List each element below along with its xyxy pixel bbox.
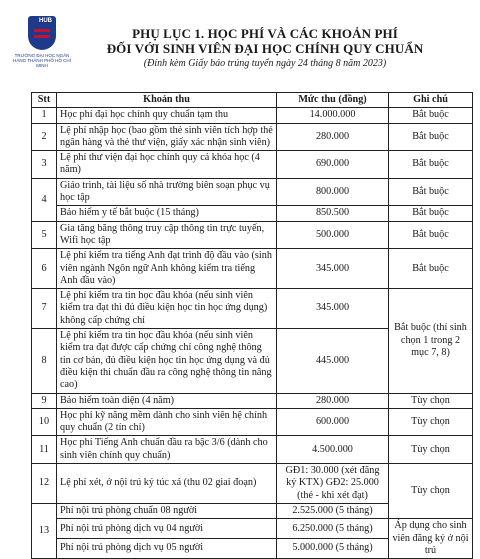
table-row — [32, 249, 473, 289]
table-row — [32, 221, 473, 249]
row-stt: 11 — [32, 436, 57, 464]
document-header — [100, 26, 430, 71]
row-amount: 500.000 — [277, 221, 389, 249]
row-note: Tùy chọn — [389, 393, 473, 408]
row-amount: 5.000.000 (5 tháng) — [277, 539, 389, 559]
row-note: Tùy chọn — [389, 408, 473, 436]
row-amount: 800.000 — [277, 178, 389, 206]
row-note: Tùy chọn — [389, 436, 473, 464]
table-row — [32, 206, 473, 221]
row-note: Bắt buộc — [389, 123, 473, 151]
row-item: Lệ phí xét, ở nội trú ký túc xá (thu 02 giai đoạn) — [57, 464, 277, 504]
table-row — [32, 393, 473, 408]
header-stt: Stt — [32, 93, 57, 108]
row-item: Học phí Tiếng Anh chuẩn đầu ra bậc 3/6 (dành cho sinh viên chính quy chuẩn) — [57, 436, 277, 464]
row-amount: 14.000.000 — [277, 108, 389, 123]
table-row — [32, 151, 473, 179]
row-stt: 2 — [32, 123, 57, 151]
row-stt: 10 — [32, 408, 57, 436]
row-amount: 345.000 — [277, 289, 389, 329]
row-amount: 445.000 — [277, 329, 389, 393]
row-stt: 12 — [32, 464, 57, 504]
table-row — [32, 108, 473, 123]
row-note: Bắt buộc — [389, 178, 473, 206]
document-subtitle: ĐỐI VỚI SINH VIÊN ĐẠI HỌC CHÍNH QUY CHUẨN — [106, 41, 424, 56]
logo-letters: HUB — [39, 18, 52, 24]
row-note: Bắt buộc — [389, 151, 473, 179]
document-title: PHỤ LỤC 1. HỌC PHÍ VÀ CÁC KHOẢN PHÍ — [132, 26, 398, 41]
row-amount: 345.000 — [277, 249, 389, 289]
row-item: Lệ phí kiểm tra tin học đầu khóa (nếu sinh viên kiểm tra đạt được cấp chứng chỉ công nghệ thông tin cơ bản, đủ điều kiện học tin học ứng dụng và đủ điều kiện thi chuẩn đầu ra công nghệ thông tin nâng cao) — [57, 329, 277, 393]
row-amount: GĐ1: 30.000 (xét đăng ký KTX) GĐ2: 25.000 (thẻ - khi xét đạt) — [277, 464, 389, 504]
row-amount: 6.250.000 (5 tháng) — [277, 519, 389, 539]
row-item: Học phí đại học chính quy chuẩn tạm thu — [57, 108, 277, 123]
row-amount: 280.000 — [277, 393, 389, 408]
table-row — [32, 178, 473, 206]
row-note: Bắt buộc — [389, 108, 473, 123]
row-item: Lệ phí kiểm tra tin học đầu khóa (nếu sinh viên kiểm tra đạt thì đủ điều kiện học tin học ứng dụng) không cấp chứng chỉ — [57, 289, 277, 329]
row-amount: 2.525.000 (5 tháng) — [277, 503, 389, 518]
logo-caption: TRƯỜNG ĐẠI HỌC NGÂN HÀNG THÀNH PHỐ HỒ CHÍ MINH — [13, 53, 71, 69]
row-stt: 13 — [32, 503, 57, 558]
row-item: Bảo hiểm y tế bắt buộc (15 tháng) — [57, 206, 277, 221]
row-stt: 1 — [32, 108, 57, 123]
row-note: Bắt buộc (thí sinh chọn 1 trong 2 mục 7, 8) — [389, 289, 473, 393]
document-note: (Đính kèm Giấy báo trúng tuyển ngày 24 tháng 8 năm 2023) — [143, 58, 387, 69]
row-note: Bắt buộc — [389, 221, 473, 249]
table-row — [32, 289, 473, 329]
row-item: Phí nội trú phòng chuẩn 08 người — [57, 503, 277, 518]
row-amount: 600.000 — [277, 408, 389, 436]
row-note: Áp dụng cho sinh viên đăng ký ở nội trú — [389, 519, 473, 559]
row-amount: 280.000 — [277, 123, 389, 151]
row-note: Bắt buộc — [389, 206, 473, 221]
row-amount: 4.500.000 — [277, 436, 389, 464]
header-item: Khoản thu — [57, 93, 277, 108]
header-note: Ghi chú — [389, 93, 473, 108]
row-stt: 8 — [32, 329, 57, 393]
row-stt: 3 — [32, 151, 57, 179]
row-amount: 690.000 — [277, 151, 389, 179]
table-row — [32, 123, 473, 151]
row-item: Giáo trình, tài liệu số nhà trường biên soạn phục vụ học tập — [57, 178, 277, 206]
row-item: Phí nội trú phòng dịch vụ 04 người — [57, 519, 277, 539]
row-amount: 850.500 — [277, 206, 389, 221]
row-stt: 4 — [32, 178, 57, 221]
row-stt: 6 — [32, 249, 57, 289]
table-row — [32, 408, 473, 436]
row-item: Lệ phí nhập học (bao gồm thẻ sinh viên tích hợp thẻ ngân hàng và thẻ thư viện, giấy xác nhận sinh viên) — [57, 123, 277, 151]
row-item: Phí nội trú phòng dịch vụ 05 người — [57, 539, 277, 559]
table-row — [32, 436, 473, 464]
row-item: Bảo hiểm toàn diện (4 năm) — [57, 393, 277, 408]
university-logo — [10, 16, 74, 76]
row-note: Tùy chọn — [389, 464, 473, 519]
table-row — [32, 519, 473, 539]
header-amount: Mức thu (đồng) — [277, 93, 389, 108]
row-stt: 7 — [32, 289, 57, 329]
row-item: Lệ phí kiểm tra tiếng Anh đạt trình độ đầu vào (sinh viên ngành Ngôn ngữ Anh không kiểm tra tiếng Anh đầu vào) — [57, 249, 277, 289]
table-header-row — [32, 93, 473, 108]
row-item: Học phí kỹ năng mềm dành cho sinh viên hệ chính quy chuẩn (2 tín chỉ) — [57, 408, 277, 436]
row-note: Bắt buộc — [389, 249, 473, 289]
table-row — [32, 464, 473, 504]
row-stt: 9 — [32, 393, 57, 408]
row-stt: 5 — [32, 221, 57, 249]
row-item: Gia tăng băng thông truy cập thông tin trực tuyến, Wifi học tập — [57, 221, 277, 249]
fee-table — [31, 92, 473, 559]
row-item: Lệ phí thư viện đại học chính quy cả khóa học (4 năm) — [57, 151, 277, 179]
shield-icon — [28, 16, 56, 50]
